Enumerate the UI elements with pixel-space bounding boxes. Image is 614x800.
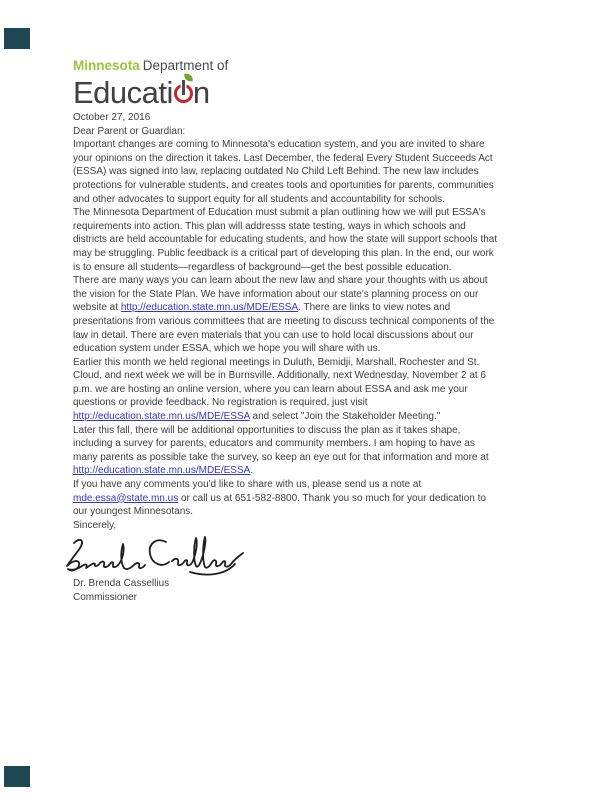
text-run: p.m. we are hosting an online version, where you can learn about ESSA and ask me your [73,383,468,395]
letter-paragraph [73,478,589,519]
letter-content [73,58,589,605]
letter-paragraph [73,356,589,424]
text-run: Earlier this month we held regional meetings in Duluth, Bemidji, Marshall, Rochester and St. [73,356,480,368]
signature-image [62,535,247,577]
text-run: questions or provide feedback. No registration is required, just visit [73,397,368,409]
logo-education-end: n [192,75,210,110]
text-run: requirements into action. This plan will addresss state testing, ways in which schools and [73,220,466,232]
letter-paragraph [73,274,589,356]
text-run: our youngest Minnesotans. [73,506,194,518]
letter-body [73,138,589,519]
essa-link[interactable]: http://education.state.mn.us/MDE/ESSA [73,465,251,477]
essa-link[interactable]: http://education.state.mn.us/MDE/ESSA [120,302,299,314]
text-run: There are many ways you can learn about the new law and share your thoughts with us about [73,275,488,287]
text-run: education system under ESSA, which we hope you will share with us. [73,343,381,355]
text-run: presentations from various committees that are meeting to discuss technical components of the [73,315,495,327]
letter-paragraph [73,206,589,274]
letter-paragraph [73,138,589,206]
text-run: your opinions on the direction it takes. Last December, the federal Every Student Succeeds Act [73,152,493,164]
sender-name: Dr. Brenda Cassellius [73,578,170,590]
text-run: Cloud, and next week we will be in Burnsville. Additionally, next Wednesday, November 2 at 6 [73,370,486,382]
text-run: and select "Join the Stakeholder Meeting." [249,411,441,423]
text-run: (ESSA) was signed into law, replacing outdated No Child Left Behind. The new law includes [73,166,479,178]
text-run: the vision for the State Plan. We have information about our state's planning process on our [73,288,479,300]
decorative-square-bottom [4,766,30,787]
text-run: . [250,465,254,477]
email-link[interactable]: mde.essa@state.mn.us [73,492,179,504]
text-run: may be struggling. Public feedback is a critical part of developing this plan. In the end, our work [73,247,494,259]
essa-link[interactable]: http://education.state.mn.us/MDE/ESSA [73,411,250,423]
text-run: protections for vulnerable students, and creates tools and oportunities for parents, communities [73,179,494,191]
logo-top-line [73,58,589,74]
logo-education-wordmark [73,75,589,111]
text-run: law in detail. There are even materials that you can use to hold local discussions about our [73,329,474,341]
text-run: many parents as possible take the survey, so keep an eye out for that information and more at [73,451,489,463]
text-run: and other advocates to support equity for all students and accountability for schools. [73,193,445,205]
decorative-square-top [4,28,30,49]
closing-text: Sincerely, [73,519,117,531]
text-run: The Minnesota Department of Education must submit a plan outlining how we will put ESSA's [73,207,486,219]
sender-title: Commissioner [73,592,137,603]
mde-logo [73,58,589,111]
text-run: If you have any comments you'd like to share with us, please send us a note at [73,479,422,491]
power-stem-icon [182,80,186,95]
logo-education-start: Educati [73,75,173,110]
letter-paragraph [73,424,589,478]
letter-date: October 27, 2016 [73,112,151,123]
text-run: districts are held accountable for educating students, and how the state will support schools that [73,234,498,246]
salutation: Dear Parent or Guardian: [73,125,186,137]
logo-department-of-text: Department of [142,58,229,73]
logo-minnesota-text: Minnesota [73,58,140,73]
power-button-icon [173,80,193,103]
text-run: . There are links to view notes and [298,302,451,314]
text-run: Important changes are coming to Minnesota's education system, and you are invited to share [73,139,485,151]
text-run: including a survey for parents, educators and community members. I am hoping to have as [73,438,475,450]
text-run: website at [73,302,121,314]
text-run: Later this fall, there will be additional opportunities to discuss the plan as it takes shape, [73,424,461,436]
text-run: is to ensure all students—regardless of background—get the best possible education. [73,261,452,273]
text-run: or call us at 651-582-8800. Thank you so much for your dedication to [178,492,486,504]
